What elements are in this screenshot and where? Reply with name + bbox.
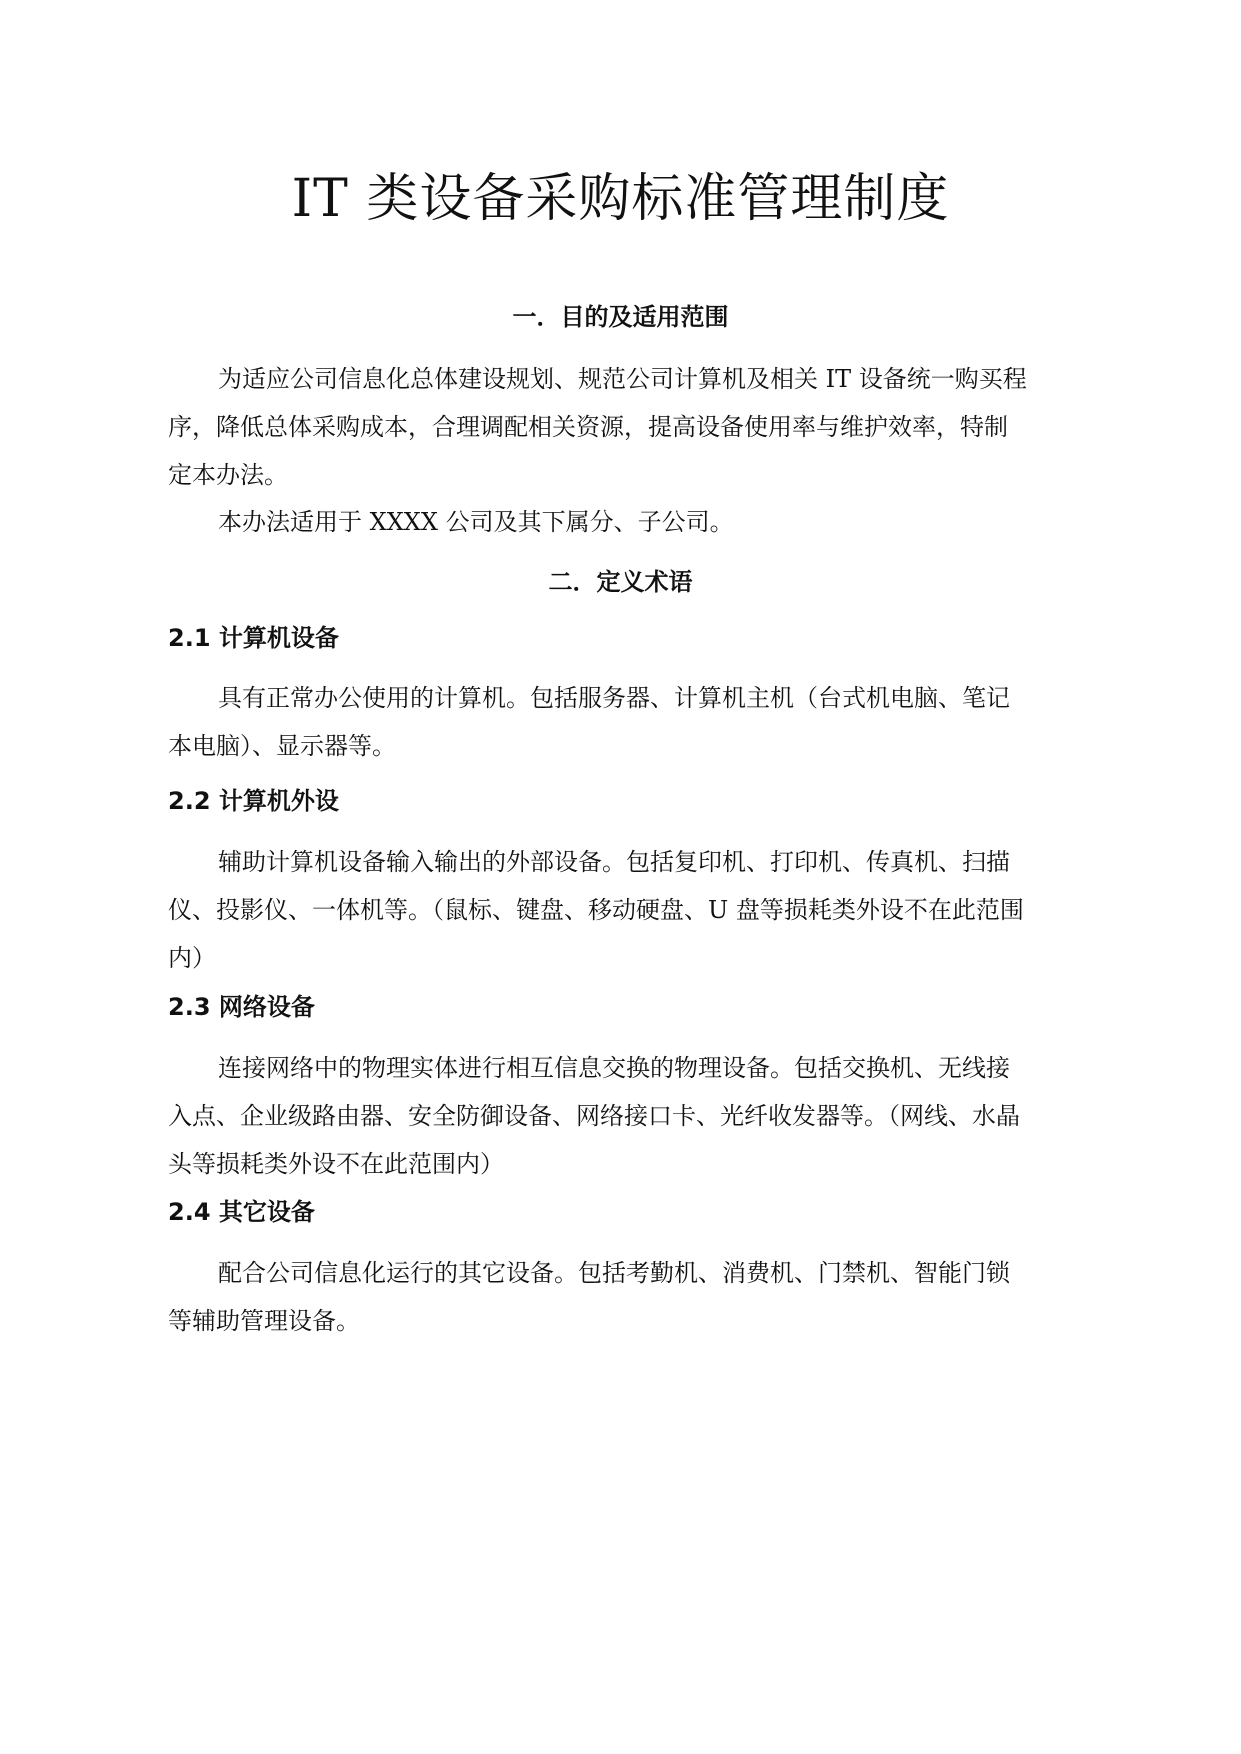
section-heading-definitions: 二．定义术语 [548,568,693,596]
paragraph-peripherals [168,838,1058,982]
paragraph-line: 为适应公司信息化总体建设规划、规范公司计算机及相关 IT 设备统一购买程 [218,365,1027,393]
paragraph-scope [168,498,1058,546]
paragraph-line: 内） [168,944,216,972]
section-heading-purpose: 一．目的及适用范围 [512,303,729,331]
paragraph-line: 辅助计算机设备输入输出的外部设备。包括复印机、打印机、传真机、扫描 [218,848,1010,876]
subsection-heading-peripherals: 2.2 计算机外设 [168,787,339,815]
subsection-heading-other-equipment: 2.4 其它设备 [168,1198,315,1226]
paragraph-line: 等辅助管理设备。 [168,1307,360,1335]
subsection-heading-computer-equipment: 2.1 计算机设备 [168,624,339,652]
paragraph-line: 序，降低总体采购成本，合理调配相关资源，提高设备使用率与维护效率，特制 [168,413,1008,441]
paragraph-line: 仪、投影仪、一体机等。（鼠标、键盘、移动硬盘、U 盘等损耗类外设不在此范围 [168,896,1024,924]
document-title: IT 类设备采购标准管理制度 [291,169,950,229]
paragraph-computer-equipment [168,674,1058,770]
paragraph-line: 本电脑）、显示器等。 [168,732,396,760]
paragraph-line: 具有正常办公使用的计算机。包括服务器、计算机主机（台式机电脑、笔记 [218,684,1010,712]
paragraph-line: 本办法适用于 XXXX 公司及其下属分、子公司。 [218,508,734,536]
paragraph-line: 配合公司信息化运行的其它设备。包括考勤机、消费机、门禁机、智能门锁 [218,1259,1010,1287]
paragraph-network-equipment [168,1044,1058,1188]
paragraph-other-equipment [168,1249,1058,1345]
paragraph-purpose [168,355,1058,499]
paragraph-line: 头等损耗类外设不在此范围内） [168,1150,504,1178]
paragraph-line: 入点、企业级路由器、安全防御设备、网络接口卡、光纤收发器等。（网线、水晶 [168,1102,1020,1130]
subsection-heading-network-equipment: 2.3 网络设备 [168,993,315,1021]
paragraph-line: 定本办法。 [168,461,288,489]
paragraph-line: 连接网络中的物理实体进行相互信息交换的物理设备。包括交换机、无线接 [218,1054,1010,1082]
